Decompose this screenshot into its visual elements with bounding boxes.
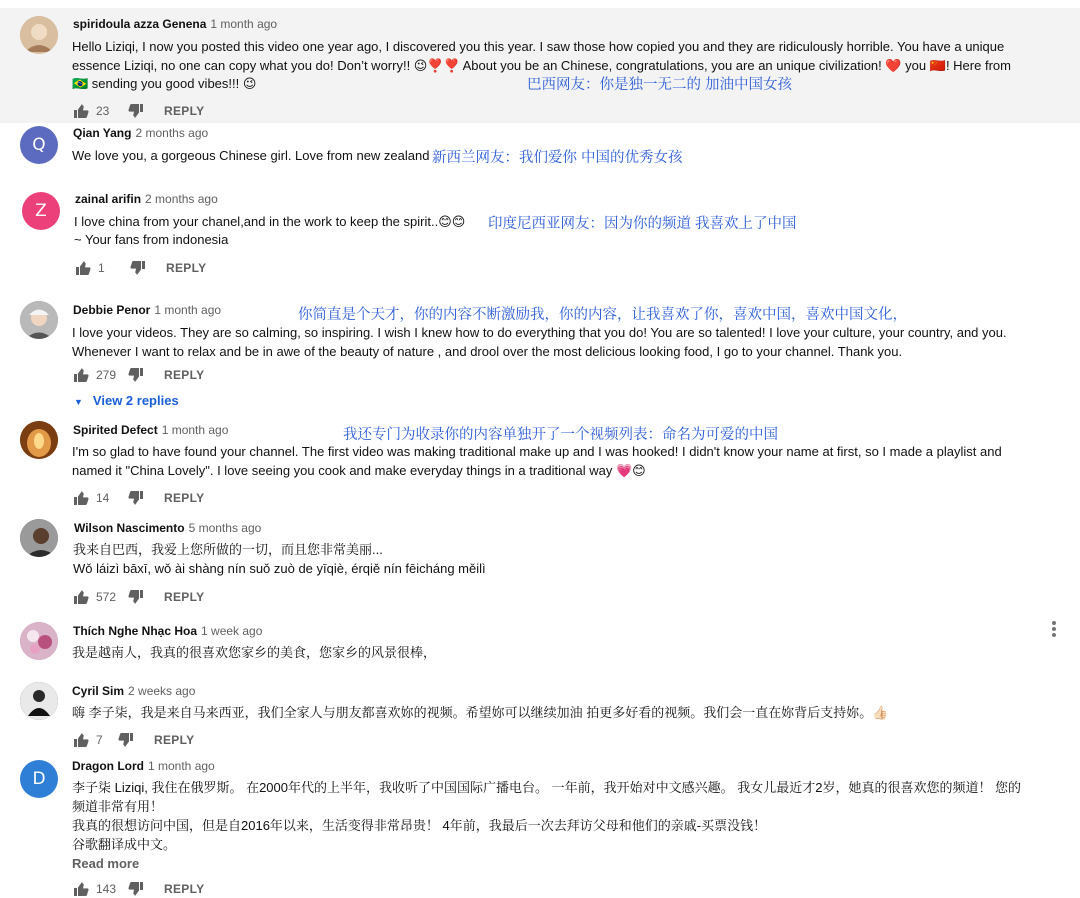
avatar-photo-icon	[20, 421, 58, 459]
thumb-up-icon[interactable]	[75, 260, 91, 276]
comment-text-line: essence Liziqi, no one can copy what you do! Don’t worry!! 😉❣️❣️ About you be an Chinese, congratulations, you are an unique civilization! ❤️ you 🇨🇳! Here from	[72, 58, 1011, 73]
comment-text-line: 我真的很想访问中国，但是自2016年以来，生活变得非常昂贵！ 4年前，我最后一次去拜访父母和他们的亲戚-买票没钱！	[72, 818, 767, 833]
thumb-down-icon[interactable]	[128, 490, 144, 506]
comment-time[interactable]: 2 weeks ago	[128, 684, 196, 698]
thumb-down-icon[interactable]	[130, 260, 146, 276]
thumb-up-icon[interactable]	[73, 881, 89, 897]
comment-text-line: I'm so glad to have found your channel. The first video was making traditional make up and I was hooked! I didn't know your name at first, so I made a playlist and	[72, 444, 1002, 459]
comment-actions	[73, 880, 204, 898]
reply-button[interactable]: REPLY	[166, 261, 207, 275]
comment-author[interactable]: Wilson Nascimento 5 months ago	[74, 521, 262, 535]
translation-annotation: 新西兰网友：我们爱你 中国的优秀女孩	[432, 150, 683, 166]
comment-time[interactable]: 1 month ago	[148, 759, 215, 773]
comment-text-line: 嗨 李子柒，我是来自马来西亚，我们全家人与朋友都喜欢妳的视频。希望妳可以继续加油 拍更多好看的视频。我们会一直在妳背后支持妳。👍🏻	[72, 705, 889, 720]
comment-actions	[73, 588, 204, 606]
comment-time[interactable]: 1 week ago	[201, 624, 263, 638]
more-options-icon[interactable]	[1051, 621, 1057, 639]
comment-text-line: 谷歌翻译成中文。	[72, 837, 177, 852]
thumb-up-icon[interactable]	[73, 103, 89, 119]
like-count: 23	[96, 104, 110, 118]
avatar[interactable]: D	[20, 760, 58, 798]
thumb-down-icon[interactable]	[128, 589, 144, 605]
comment-time[interactable]: 1 month ago	[161, 423, 229, 437]
comment-author[interactable]: Thích Nghe Nhạc Hoa 1 week ago	[73, 624, 263, 638]
comment-time[interactable]: 1 month ago	[154, 303, 222, 317]
view-replies-button[interactable]: ▼ View 2 replies	[74, 393, 179, 408]
comment-author[interactable]: zainal arifin 2 months ago	[75, 192, 218, 206]
translation-annotation: 印度尼西亚网友：因为你的频道 我喜欢上了中国	[488, 216, 797, 232]
thumb-down-icon[interactable]	[118, 732, 134, 748]
comment-item	[0, 516, 1080, 611]
comment-text-line: I love your videos. They are so calming, so inspiring. I wish I knew how to do everything that you do! You are so talented! I love your culture, your country, and you.	[72, 325, 1007, 340]
comment-time[interactable]: 5 months ago	[188, 521, 262, 535]
read-more-button[interactable]: Read more	[72, 856, 140, 871]
comment-item	[0, 619, 1080, 679]
comment-actions	[73, 731, 194, 749]
comment-author[interactable]: Cyril Sim 2 weeks ago	[72, 684, 196, 698]
comment-text-line: 🇧🇷 sending you good vibes!!! 😉	[72, 76, 257, 91]
thumb-down-icon[interactable]	[128, 881, 144, 897]
avatar[interactable]	[20, 16, 58, 54]
thumb-down-icon[interactable]	[128, 367, 144, 383]
comment-text-line: ~ Your fans from indonesia	[74, 232, 229, 247]
like-count: 14	[96, 491, 110, 505]
thumb-up-icon[interactable]	[73, 589, 89, 605]
comment-author[interactable]: Dragon Lord 1 month ago	[72, 759, 215, 773]
comment-item	[0, 679, 1080, 754]
comment-actions	[75, 259, 206, 277]
comment-text-line: We love you, a gorgeous Chinese girl. Love from new zealand	[72, 148, 430, 163]
comment-actions	[73, 102, 204, 120]
comment-text-line: named it "China Lovely". I love seeing you cook and make everyday things in a traditional way 💗😊	[72, 463, 646, 478]
avatar-photo-icon	[20, 622, 58, 660]
like-count: 279	[96, 368, 117, 382]
comment-author[interactable]: Debbie Penor 1 month ago	[73, 303, 222, 317]
comment-time[interactable]: 1 month ago	[210, 17, 278, 31]
like-count: 7	[96, 733, 103, 747]
like-count: 572	[96, 590, 117, 604]
comment-actions	[73, 489, 204, 507]
like-count: 143	[96, 882, 117, 896]
comment-text-line: 我是越南人，我真的很喜欢您家乡的美食，您家乡的风景很棒，	[72, 645, 437, 660]
avatar[interactable]	[20, 622, 58, 660]
thumb-down-icon[interactable]	[128, 103, 144, 119]
reply-button[interactable]: REPLY	[164, 368, 205, 382]
comment-text-line: 频道非常有用！	[72, 799, 164, 814]
comment-author[interactable]: Qian Yang 2 months ago	[73, 126, 209, 140]
comment-item	[0, 418, 1080, 508]
reply-button[interactable]: REPLY	[164, 491, 205, 505]
comment-text-line: Hello Liziqi, I now you posted this video one year ago, I discovered you this year. I saw those how copied you and they are ridiculously horrible. You have a unique	[72, 39, 1005, 54]
comment-time[interactable]: 2 months ago	[145, 192, 218, 206]
avatar[interactable]	[20, 421, 58, 459]
avatar-photo-icon	[20, 682, 58, 720]
reply-button[interactable]: REPLY	[164, 104, 205, 118]
comment-item	[0, 298, 1080, 416]
chevron-down-icon: ▼	[74, 397, 83, 407]
avatar[interactable]	[20, 301, 58, 339]
reply-button[interactable]: REPLY	[164, 590, 205, 604]
avatar[interactable]	[20, 519, 58, 557]
thumb-up-icon[interactable]	[73, 732, 89, 748]
reply-button[interactable]: REPLY	[164, 882, 205, 896]
comment-text-line: 李子柒 Liziqi, 我住在俄罗斯。 在2000年代的上半年，我收听了中国国际广播电台。 一年前，我开始对中文感兴趣。 我女儿最近才2岁，她真的很喜欢您的频道！ 您的	[72, 780, 1022, 795]
comment-item	[0, 755, 1080, 896]
comment-text-line: Whenever I want to relax and be in awe of the beauty of nature , and drool over the most delicious looking food, I go to your channel. Thank you.	[72, 344, 903, 359]
reply-button[interactable]: REPLY	[154, 733, 195, 747]
comment-item	[0, 123, 1080, 183]
comment-text-line: Wǒ láizì bāxī, wǒ ài shàng nín suǒ zuò de yīqiè, érqiě nín fēicháng měilì	[73, 561, 486, 576]
translation-annotation: 巴西网友：你是独一无二的 加油中国女孩	[527, 77, 793, 93]
thumb-up-icon[interactable]	[73, 490, 89, 506]
like-count: 1	[98, 261, 105, 275]
comment-text-line: 我来自巴西，我爱上您所做的一切，而且您非常美丽...	[73, 542, 383, 557]
comment-item	[0, 8, 1080, 123]
thumb-up-icon[interactable]	[73, 367, 89, 383]
comment-author[interactable]: spiridoula azza Genena 1 month ago	[73, 17, 278, 31]
avatar-photo-icon	[20, 519, 58, 557]
avatar[interactable]: Z	[22, 192, 60, 230]
avatar[interactable]: Q	[20, 126, 58, 164]
avatar[interactable]	[20, 682, 58, 720]
avatar-photo-icon	[20, 301, 58, 339]
comment-time[interactable]: 2 months ago	[135, 126, 209, 140]
comment-item	[0, 188, 1080, 288]
avatar-photo-icon	[20, 16, 58, 54]
translation-annotation: 我还专门为收录你的内容单独开了一个视频列表：命名为可爱的中国	[343, 427, 778, 443]
comment-actions	[73, 366, 204, 384]
translation-annotation: 你简直是个天才，你的内容不断激励我，你的内容，让我喜欢了你，喜欢中国，喜欢中国文化，	[298, 307, 907, 323]
comment-author[interactable]: Spirited Defect 1 month ago	[73, 423, 229, 437]
comment-text-line: I love china from your chanel,and in the work to keep the spirit..😊😊	[74, 214, 466, 229]
